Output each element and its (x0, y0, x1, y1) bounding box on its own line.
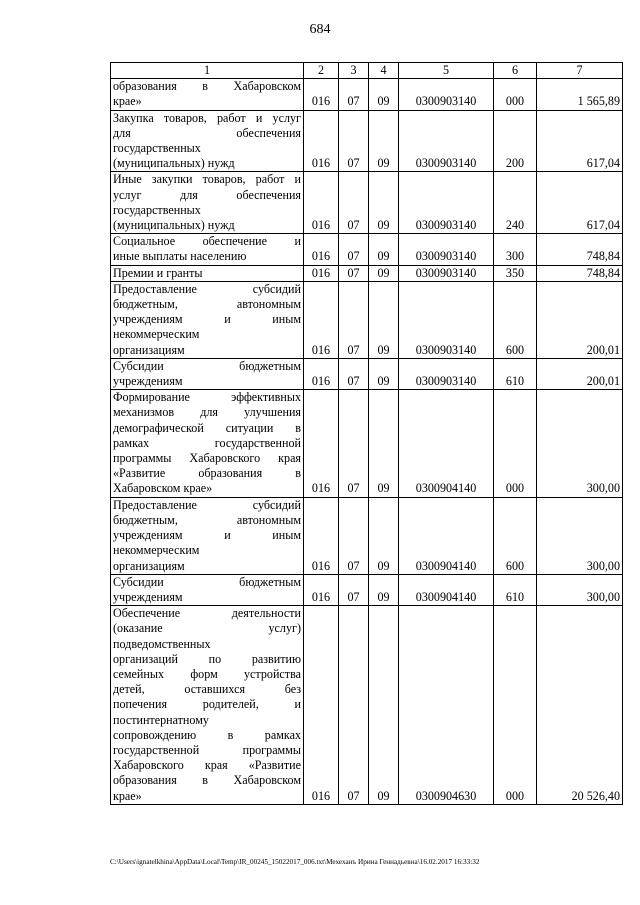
row-name-line: бюджетным, автономным (113, 297, 301, 312)
table-row (111, 358, 623, 389)
row-amount: 748,84 (537, 234, 623, 265)
row-name (111, 172, 304, 234)
row-name-line: (оказание услуг) (113, 621, 301, 636)
row-amount: 1 565,89 (537, 79, 623, 110)
table-row (111, 606, 623, 805)
row-name-line: семейных форм устройства (113, 666, 301, 681)
row-expense-type: 000 (494, 390, 537, 497)
row-name-line: иные выплаты населению (113, 249, 247, 264)
row-target-article: 0300903140 (399, 358, 494, 389)
row-name-line: «Развитие образования в (113, 466, 301, 481)
row-code-ministry: 016 (304, 574, 339, 605)
row-expense-type: 000 (494, 79, 537, 110)
row-name-line: организаций по развитию (113, 651, 301, 666)
table-header-row (111, 63, 623, 79)
row-name-line: Обеспечение деятельности (113, 606, 301, 621)
row-name-line: Закупка товаров, работ и услуг (113, 110, 301, 125)
row-name-line: бюджетным, автономным (113, 512, 301, 527)
row-code-section: 07 (339, 497, 369, 574)
row-name-line: образования в Хабаровском (113, 773, 301, 788)
row-name-line: Предоставление субсидий (113, 497, 301, 512)
row-code-subsection: 09 (369, 606, 399, 805)
table-row (111, 390, 623, 497)
row-name-line: постинтернатному (113, 712, 209, 727)
row-code-ministry: 016 (304, 606, 339, 805)
row-amount: 300,00 (537, 390, 623, 497)
row-code-subsection: 09 (369, 172, 399, 234)
row-code-section: 07 (339, 234, 369, 265)
row-amount: 20 526,40 (537, 606, 623, 805)
row-target-article: 0300904140 (399, 574, 494, 605)
row-name-line: Субсидии бюджетным (113, 574, 301, 589)
row-amount: 617,04 (537, 172, 623, 234)
row-name-line: Иные закупки товаров, работ и (113, 172, 301, 187)
row-code-section: 07 (339, 79, 369, 110)
row-target-article: 0300903140 (399, 281, 494, 358)
row-code-ministry: 016 (304, 110, 339, 172)
row-target-article: 0300903140 (399, 79, 494, 110)
row-code-subsection: 09 (369, 265, 399, 281)
table-row (111, 234, 623, 265)
page-number: 684 (309, 22, 331, 37)
header-col-7: 7 (537, 63, 623, 79)
row-code-section: 07 (339, 358, 369, 389)
row-name (111, 606, 304, 805)
row-name-line: Предоставление субсидий (113, 281, 301, 296)
row-name-line: программы Хабаровского края (113, 451, 301, 466)
row-name (111, 358, 304, 389)
row-name-line: детей, оставшихся без (113, 682, 301, 697)
row-target-article: 0300904140 (399, 390, 494, 497)
row-code-ministry: 016 (304, 265, 339, 281)
table-row (111, 265, 623, 281)
row-code-subsection: 09 (369, 390, 399, 497)
row-code-subsection: 09 (369, 110, 399, 172)
row-name-line: некоммерческим (113, 327, 200, 342)
row-name-line: государственных (113, 141, 201, 156)
row-name-line: учреждениям (113, 589, 183, 604)
row-name (111, 234, 304, 265)
header-col-1: 1 (111, 63, 304, 79)
header-col-4: 4 (369, 63, 399, 79)
row-code-ministry: 016 (304, 79, 339, 110)
row-name-line: сопровождению в рамках (113, 727, 301, 742)
row-code-ministry: 016 (304, 234, 339, 265)
row-name (111, 110, 304, 172)
row-expense-type: 000 (494, 606, 537, 805)
row-name-line: образования в Хабаровском (113, 79, 301, 94)
row-expense-type: 600 (494, 497, 537, 574)
row-code-ministry: 016 (304, 390, 339, 497)
table-row (111, 281, 623, 358)
row-expense-type: 300 (494, 234, 537, 265)
row-name (111, 390, 304, 497)
row-name-line: государственных (113, 202, 201, 217)
table-row (111, 172, 623, 234)
row-name (111, 281, 304, 358)
row-name-line: крае» (113, 94, 142, 109)
row-name-line: подведомственных (113, 636, 211, 651)
row-name-line: рамках государственной (113, 435, 301, 450)
table-row (111, 110, 623, 172)
row-amount: 748,84 (537, 265, 623, 281)
row-name (111, 265, 304, 281)
row-target-article: 0300903140 (399, 110, 494, 172)
row-name-line: учреждениям и иным (113, 528, 301, 543)
row-code-ministry: 016 (304, 281, 339, 358)
row-name-line: учреждениям (113, 374, 183, 389)
row-name-line: (муниципальных) нужд (113, 156, 235, 171)
table-row (111, 497, 623, 574)
row-name-line: для обеспечения (113, 125, 301, 140)
row-name-line: Социальное обеспечение и (113, 234, 301, 249)
row-name-line: организациям (113, 342, 185, 357)
row-name-line: демографической ситуации в (113, 420, 301, 435)
row-code-section: 07 (339, 390, 369, 497)
row-amount: 200,01 (537, 281, 623, 358)
row-name-line: Хабаровском крае» (113, 481, 213, 496)
row-target-article: 0300903140 (399, 265, 494, 281)
row-expense-type: 610 (494, 574, 537, 605)
header-col-6: 6 (494, 63, 537, 79)
row-name-line: государственной программы (113, 742, 301, 757)
file-path-footer: C:\Users\ignatelkhina\AppData\Local\Temp\IR_00245_15022017_006.txt\Мехеханъ Ирина Геннадьевна\16.02.2017 16:33:32 (110, 858, 480, 866)
row-code-ministry: 016 (304, 497, 339, 574)
row-code-subsection: 09 (369, 79, 399, 110)
row-code-subsection: 09 (369, 281, 399, 358)
row-code-subsection: 09 (369, 574, 399, 605)
row-code-subsection: 09 (369, 358, 399, 389)
row-name-line: Субсидии бюджетным (113, 358, 301, 373)
row-code-section: 07 (339, 281, 369, 358)
table-row (111, 79, 623, 110)
row-code-section: 07 (339, 606, 369, 805)
row-expense-type: 200 (494, 110, 537, 172)
row-code-subsection: 09 (369, 497, 399, 574)
row-name-line: учреждениям и иным (113, 312, 301, 327)
row-target-article: 0300903140 (399, 234, 494, 265)
row-amount: 300,00 (537, 574, 623, 605)
row-name-line: попечения родителей, и (113, 697, 301, 712)
table-row (111, 574, 623, 605)
row-amount: 300,00 (537, 497, 623, 574)
row-code-subsection: 09 (369, 234, 399, 265)
row-name-line: крае» (113, 788, 142, 803)
header-col-3: 3 (339, 63, 369, 79)
row-target-article: 0300904630 (399, 606, 494, 805)
row-expense-type: 610 (494, 358, 537, 389)
row-name-line: услуг для обеспечения (113, 187, 301, 202)
row-code-ministry: 016 (304, 172, 339, 234)
row-code-ministry: 016 (304, 358, 339, 389)
header-col-5: 5 (399, 63, 494, 79)
header-col-2: 2 (304, 63, 339, 79)
row-name (111, 79, 304, 110)
budget-table (110, 62, 623, 805)
row-name-line: (муниципальных) нужд (113, 218, 235, 233)
row-expense-type: 350 (494, 265, 537, 281)
row-name-line: некоммерческим (113, 543, 200, 558)
row-target-article: 0300904140 (399, 497, 494, 574)
row-amount: 200,01 (537, 358, 623, 389)
row-name-line: Премии и гранты (113, 265, 203, 280)
row-name (111, 497, 304, 574)
row-target-article: 0300903140 (399, 172, 494, 234)
row-name-line: механизмов для улучшения (113, 405, 301, 420)
row-code-section: 07 (339, 172, 369, 234)
row-name-line: Хабаровского края «Развитие (113, 758, 301, 773)
row-name (111, 574, 304, 605)
row-name-line: организациям (113, 558, 185, 573)
row-code-section: 07 (339, 265, 369, 281)
row-name-line: Формирование эффективных (113, 390, 301, 405)
row-code-section: 07 (339, 574, 369, 605)
row-amount: 617,04 (537, 110, 623, 172)
row-expense-type: 240 (494, 172, 537, 234)
row-expense-type: 600 (494, 281, 537, 358)
row-code-section: 07 (339, 110, 369, 172)
